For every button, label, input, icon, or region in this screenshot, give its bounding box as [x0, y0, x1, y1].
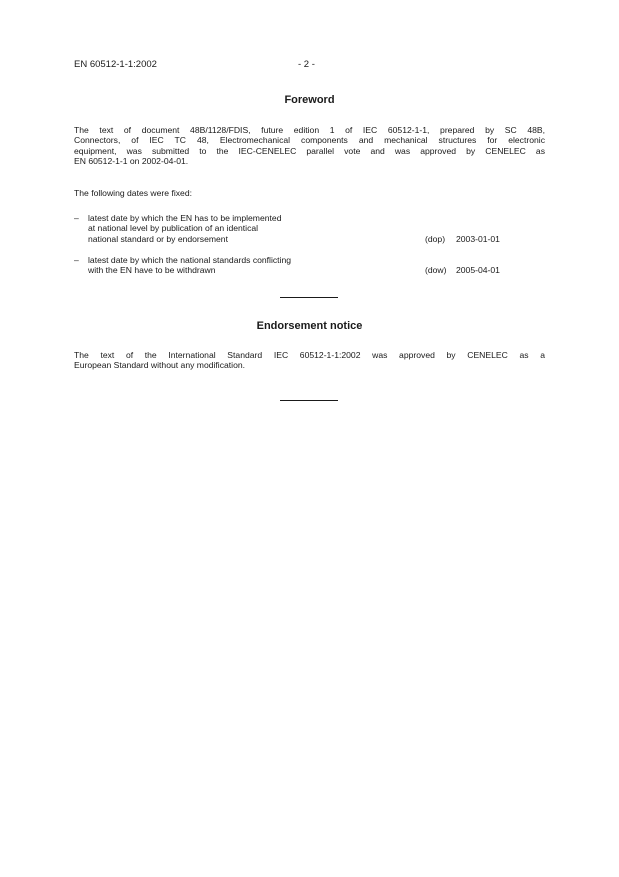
list-dash: – — [74, 213, 79, 223]
section-divider — [280, 400, 338, 401]
date-value: 2005-04-01 — [456, 265, 500, 276]
paragraph-line: Connectors, of IEC TC 48, Electromechanical components and mechanical structures for electronic — [74, 135, 545, 146]
endorsement-paragraph — [74, 350, 545, 371]
dates-list-2 — [74, 255, 545, 276]
description-line: latest date by which the national standards conflicting — [88, 255, 292, 265]
date-code: (dow) — [425, 265, 447, 276]
description-line: at national level by publication of an identical — [88, 223, 259, 234]
description-line: with the EN have to be withdrawn — [88, 265, 216, 276]
date-code: (dop) — [425, 233, 446, 244]
dates-list — [74, 213, 545, 244]
section-divider — [280, 297, 338, 298]
foreword-paragraph — [74, 125, 545, 167]
endorsement-title: Endorsement notice — [256, 320, 363, 332]
page-number: - 2 - — [298, 59, 315, 70]
document-id: EN 60512-1-1:2002 — [74, 59, 157, 70]
date-item-description — [88, 255, 348, 276]
date-value: 2003-01-01 — [456, 233, 500, 244]
description-line: national standard or by endorsement — [88, 233, 228, 244]
paragraph-line: European Standard without any modification. — [74, 360, 246, 371]
list-dash: – — [74, 255, 79, 265]
date-item-description — [88, 213, 348, 244]
paragraph-line: EN 60512-1-1 on 2002-04-01. — [74, 156, 189, 167]
description-line: latest date by which the EN has to be implemented — [88, 213, 282, 223]
date-item-dow — [74, 255, 545, 276]
paragraph-line: The text of document 48B/1128/FDIS, future edition 1 of IEC 60512-1-1, prepared by SC 48B, — [74, 125, 545, 135]
paragraph-line: equipment, was submitted to the IEC-CENELEC parallel vote and was approved by CENELEC as — [74, 145, 545, 156]
date-item-dop — [74, 213, 545, 244]
dates-intro: The following dates were fixed: — [74, 188, 192, 198]
foreword-title: Foreword — [284, 94, 335, 106]
paragraph-line: The text of the International Standard IEC 60512-1-1:2002 was approved by CENELEC as a — [74, 350, 545, 360]
